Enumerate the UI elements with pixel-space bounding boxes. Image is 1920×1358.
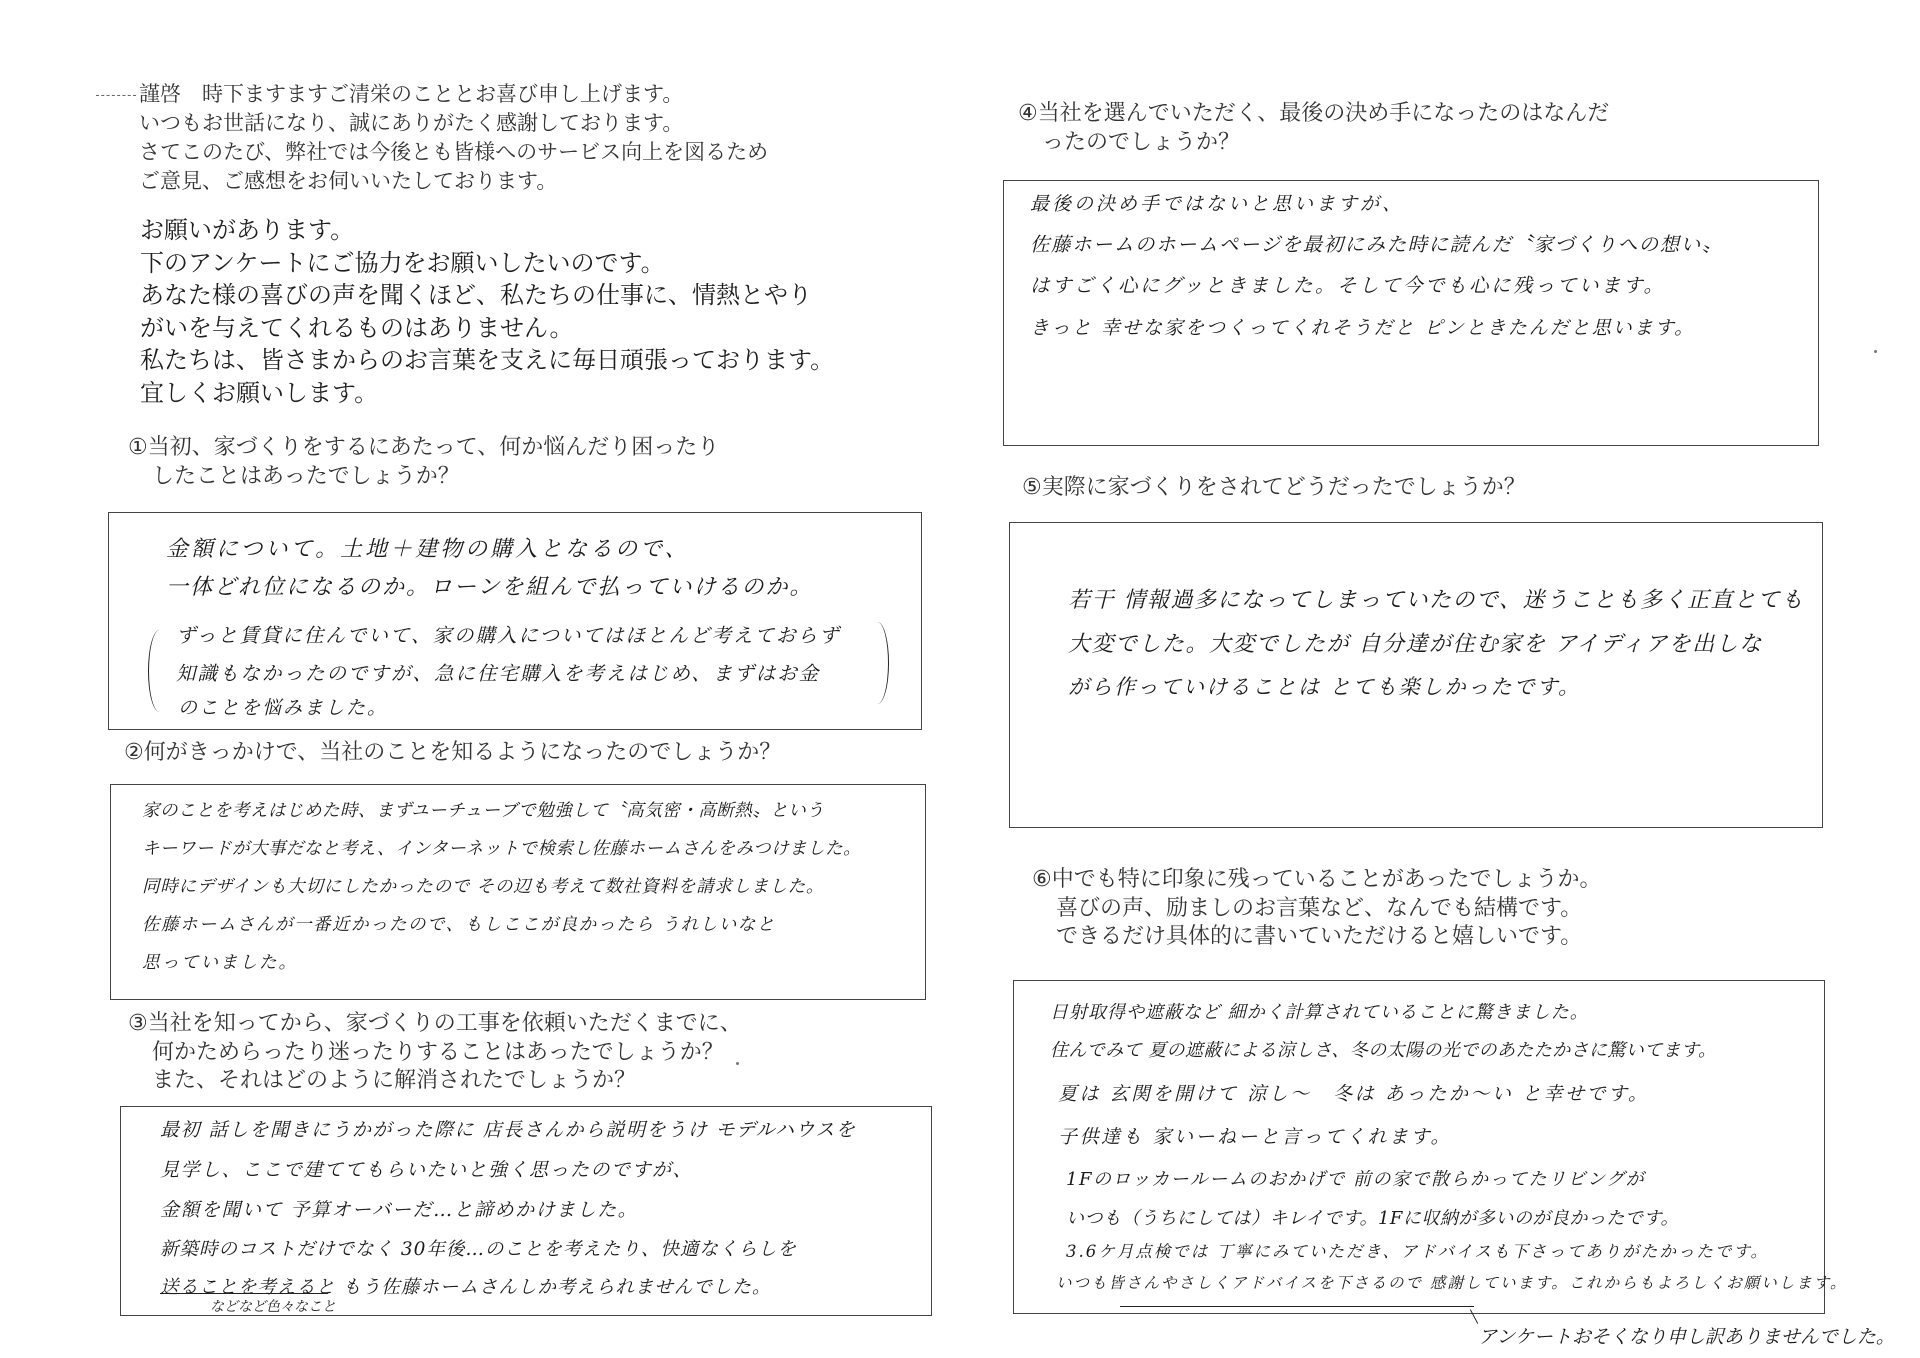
answer-line: 見学し、ここで建ててもらいたいと強く思ったのですが、: [160, 1159, 694, 1181]
question-line: ったのでしょうか？: [1042, 129, 1241, 155]
answer-line: 金額について。土地＋建物の購入となるので、: [166, 537, 690, 562]
answer-line: 家のことを考えはじめた時、まずユーチューブで勉強して〝高気密・高断熱〟という: [142, 801, 825, 821]
left-parenthesis-mark: [148, 630, 171, 712]
question-line: できるだけ具体的に書いていただけると嬉しいです。: [1056, 924, 1583, 949]
intro-line: ご意見、ご感想をお伺いいたしております。: [139, 169, 558, 193]
scan-speck: [1874, 350, 1877, 353]
dash-mark: [96, 95, 136, 96]
answer-line: 佐藤ホームのホームページを最初にみた時に読んだ〝家づくりへの想い〟: [1030, 233, 1723, 256]
answer-line: きっと 幸せな家をつくってくれそうだと ピンときたんだと思います。: [1030, 317, 1696, 339]
intro-greeting: [96, 80, 768, 196]
question-line: ③当社を知ってから、家づくりの工事を依頼いただくまでに、: [128, 1011, 742, 1036]
question-line: 喜びの声、励ましのお言葉など、なんでも結構です。: [1056, 895, 1583, 921]
answer-line: 佐藤ホームさんが一番近かったので、もしここが良かったら うれしいなと: [142, 915, 776, 935]
answer-line: キーワードが大事だなと考え、インターネットで検索し佐藤ホームさんをみつけました。: [142, 839, 862, 859]
answer-line: いつも皆さんやさしくアドバイスを下さるので 感謝しています。これからもよろしくお願いします。: [1056, 1274, 1848, 1292]
answer-line: 最初 話しを聞きにうかがった際に 店長さんから説明をうけ モデルハウスを: [160, 1119, 857, 1141]
question-line: ②何がきっかけで、当社のことを知るようになったのでしょうか？: [124, 740, 782, 765]
answer-3-insertion-note: などなど色々なこと: [210, 1299, 336, 1315]
request-line: 宜しくお願いします。: [140, 378, 379, 407]
intro-line-text: 謹啓 時下ますますご清栄のこととお喜び申し上げます。: [139, 82, 684, 106]
underline-mark: [1120, 1306, 1474, 1307]
question-line: また、それはどのように解消されたでしょうか？: [152, 1068, 637, 1093]
answer-line: 思っていました。: [142, 953, 298, 973]
answer-line: 3.6ケ月点検では 丁寧にみていただき、アドバイスも下さってありがたかったです。: [1066, 1242, 1770, 1261]
request-line: がいを与えてくれるものはありません。: [140, 313, 574, 342]
question-line: ④当社を選んでいただく、最後の決め手になったのはなんだ: [1018, 101, 1610, 126]
answer-line: がら作っていけることは とても楽しかったです。: [1068, 675, 1581, 699]
answer-1: [166, 532, 906, 724]
question-3: [128, 1010, 742, 1096]
answer-line: 一体どれ位になるのか。ローンを組んで払っていけるのか。: [166, 575, 814, 600]
answer-6-postscript: アンケートおそくなり申し訳ありませんでした。: [1478, 1326, 1895, 1348]
right-parenthesis-mark: [866, 622, 889, 704]
request-line: 私たちは、皆さまからのお言葉を支えに毎日頑張っております。: [140, 346, 835, 374]
question-line: 何かためらったり迷ったりすることはあったでしょうか？: [152, 1039, 724, 1065]
answer-line: 日射取得や遮蔽など 細かく計算されていることに驚きました。: [1050, 1002, 1589, 1023]
intro-line: [96, 80, 768, 109]
answer-2: [142, 792, 861, 982]
question-6: [1032, 866, 1602, 952]
question-line: したことはあったでしょうか？: [152, 463, 460, 489]
answer-3: [160, 1110, 856, 1306]
question-2: [124, 739, 781, 768]
request-line: お願いがあります。: [140, 216, 355, 244]
answer-line: 夏は 玄関を開けて 涼し〜 冬は あったか〜い と幸せです。: [1058, 1083, 1650, 1105]
answer-line: はすごく心にグッときました。そして今でも心に残っています。: [1030, 274, 1666, 297]
request-line: あなた様の喜びの声を聞くほど、私たちの仕事に、情熱とやり: [140, 281, 812, 309]
answer-line: 大変でした。大変でしたが 自分達が住む家を アイディアを出しな: [1068, 632, 1763, 657]
answer-line: 最後の決め手ではないと思いますが、: [1030, 193, 1405, 215]
answer-6: [1050, 995, 1848, 1297]
question-line: ①当初、家づくりをするにあたって、何か悩んだり困ったり: [128, 435, 720, 460]
intro-line: さてこのたび、弊社では今後とも皆様へのサービス向上を図るため: [139, 140, 769, 164]
answer-line: 若干 情報過多になってしまっていたので、迷うことも多く正直とても: [1068, 588, 1805, 613]
question-line: ⑤実際に家づくりをされてどうだったでしょうか？: [1022, 475, 1526, 500]
answer-5: [1068, 578, 1805, 708]
underline-mark: [160, 1293, 328, 1294]
question-line: ⑥中でも特に印象に残っていることがあったでしょうか。: [1032, 867, 1602, 892]
answer-line: 新築時のコストだけでなく 30年後…のことを考えたり、快適なくらしを: [160, 1239, 797, 1260]
intro-line: いつもお世話になり、誠にありがたく感謝しております。: [139, 111, 684, 135]
answer-line: 金額を聞いて 予算オーバーだ…と諦めかけました。: [160, 1199, 639, 1221]
answer-line: 子供達も 家いーねーと言ってくれます。: [1058, 1126, 1453, 1148]
answer-line: 同時にデザインも大切にしたかったので その辺も考えて数社資料を請求しました。: [142, 877, 825, 897]
question-4: [1018, 100, 1609, 157]
scan-speck: [736, 1062, 739, 1065]
answer-line: のことを悩みました。: [178, 697, 389, 719]
question-5: [1022, 474, 1526, 503]
answer-line: 知識もなかったのですが、急に住宅購入を考えはじめ、まずはお金: [176, 662, 821, 685]
answer-line: ずっと賃貸に住んでいて、家の購入についてはほとんど考えておらず: [176, 624, 841, 647]
question-1: [128, 434, 719, 491]
answer-line: 住んでみて 夏の遮蔽による涼しさ、冬の太陽の光でのあたたかさに驚いてます。: [1050, 1040, 1717, 1061]
request-line: 下のアンケートにご協力をお願いしたいのです。: [140, 248, 665, 277]
answer-line: 1Fのロッカールームのおかげで 前の家で散らかってたリビングが: [1066, 1169, 1646, 1190]
answer-line: 送ることを考えると もう佐藤ホームさんしか考えられませんでした。: [160, 1277, 772, 1298]
answer-line: いつも（うちにしては）キレイです。1Fに収納が多いのが良かったです。: [1066, 1208, 1679, 1229]
answer-4: [1030, 184, 1723, 350]
request-message: [140, 214, 834, 409]
